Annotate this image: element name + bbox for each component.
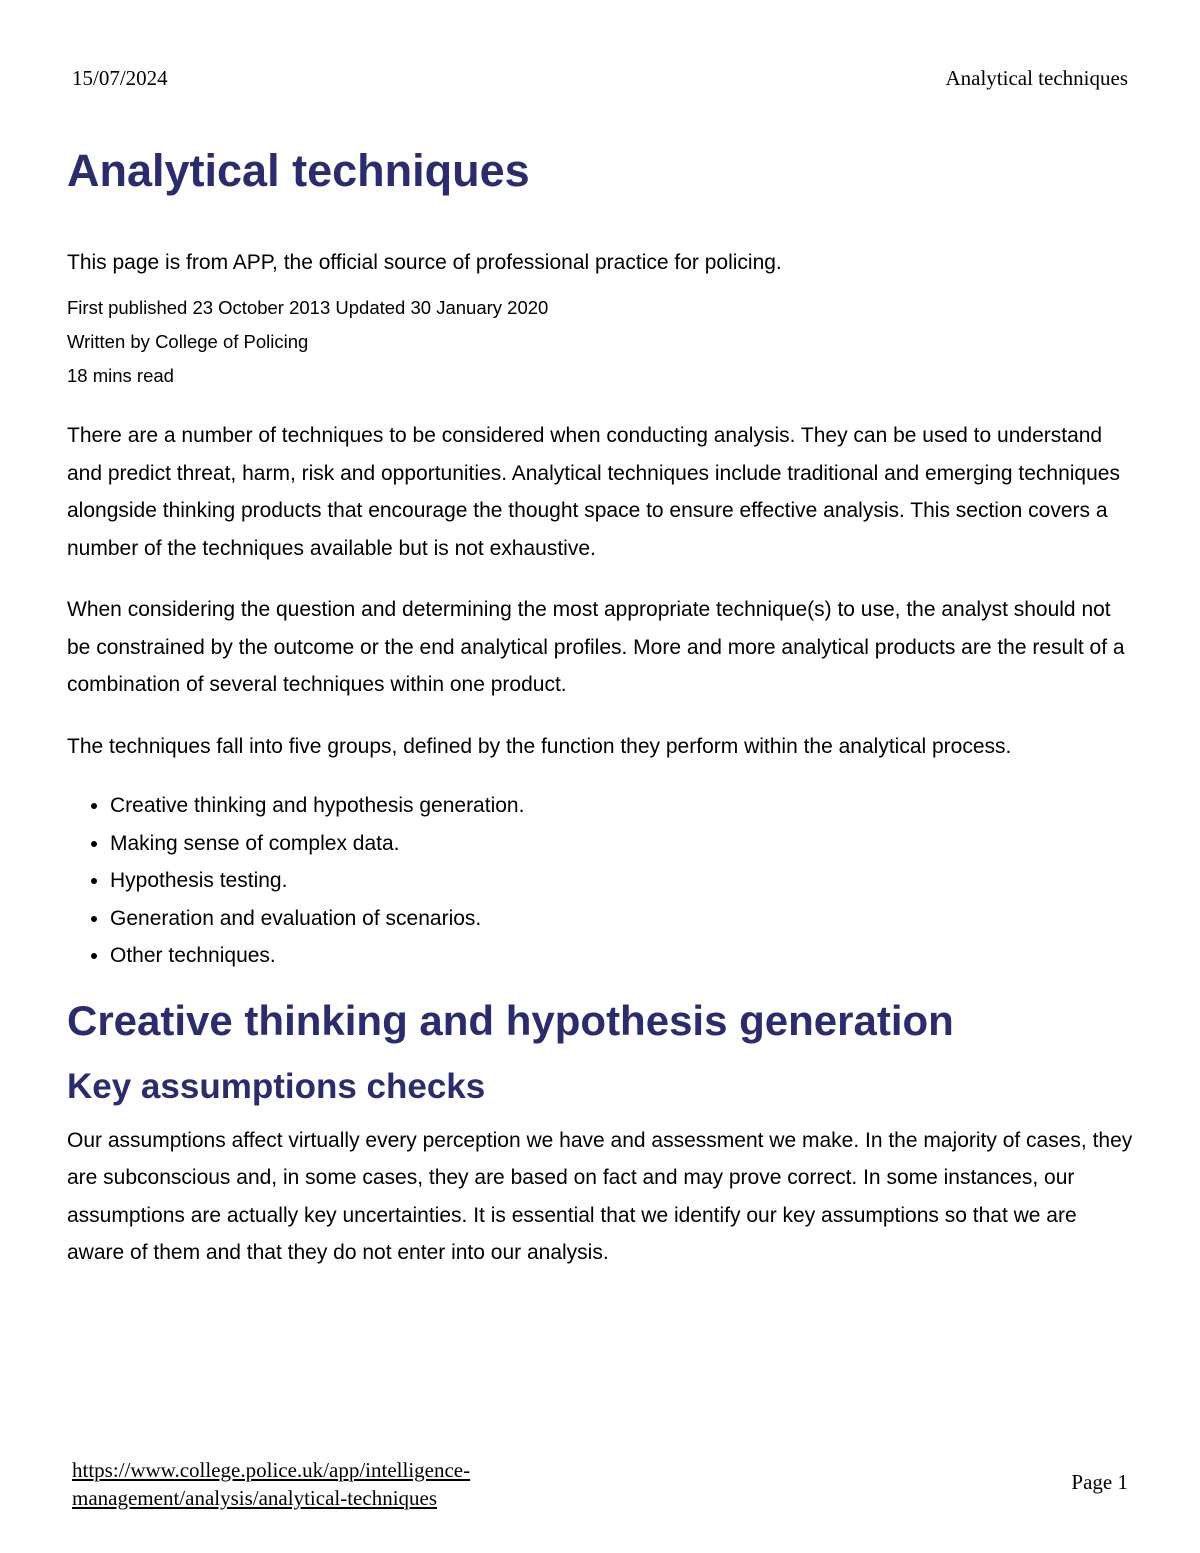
page-number: Page 1 <box>1071 1470 1128 1494</box>
page-title: Analytical techniques <box>67 145 530 196</box>
intro-text: This page is from APP, the official source of professional practice for policing. <box>67 251 782 274</box>
article <box>67 140 1137 1272</box>
section-heading: Creative thinking and hypothesis generation <box>67 996 954 1044</box>
paragraph: There are a number of techniques to be considered when conducting analysis. They can be used to understand and predict threat, harm, risk and opportunities. Analytical techniques include traditional and emerging techniques alongside thinking products that encourage the thought space to ensure effective analysis. This section covers a number of the techniques available but is not exhaustive. <box>67 424 1120 560</box>
paragraph: The techniques fall into five groups, defined by the function they perform within the analytical process. <box>67 734 1012 758</box>
published-date: First published 23 October 2013 Updated 30 January 2020 <box>67 297 549 318</box>
article-meta <box>67 291 1137 393</box>
source-url-line-1: https://www.college.police.uk/app/intelligence- <box>72 1458 471 1482</box>
list-item: • Making sense of complex data. <box>110 825 1137 863</box>
list-item: • Generation and evaluation of scenarios. <box>110 900 1137 938</box>
author-line: Written by College of Policing <box>67 331 309 352</box>
paragraph: Our assumptions affect virtually every perception we have and assessment we make. In the majority of cases, they are subconscious and, in some cases, they are based on fact and may prove correct. In some instances, our assumptions are actually key uncertainties. It is essential that we identify our key assumptions so that we are aware of them and that they do not enter into our analysis. <box>67 1128 1133 1264</box>
list-item: • Other techniques. <box>110 937 1137 975</box>
source-url-line-2: management/analysis/analytical-techniques <box>72 1486 438 1510</box>
print-header-title: Analytical techniques <box>945 66 1128 90</box>
list-item: • Hypothesis testing. <box>110 862 1137 900</box>
print-date: 15/07/2024 <box>72 66 168 90</box>
subsection-heading: Key assumptions checks <box>67 1066 486 1106</box>
technique-groups-list <box>67 787 1137 975</box>
list-item: • Creative thinking and hypothesis generation. <box>110 787 1137 825</box>
paragraph: When considering the question and determining the most appropriate technique(s) to use, the analyst should not be constrained by the outcome or the end analytical profiles. More and more analytical products are the result of a combination of several techniques within one product. <box>67 598 1125 696</box>
read-time: 18 mins read <box>67 365 174 386</box>
source-url-link[interactable] <box>72 1456 542 1512</box>
